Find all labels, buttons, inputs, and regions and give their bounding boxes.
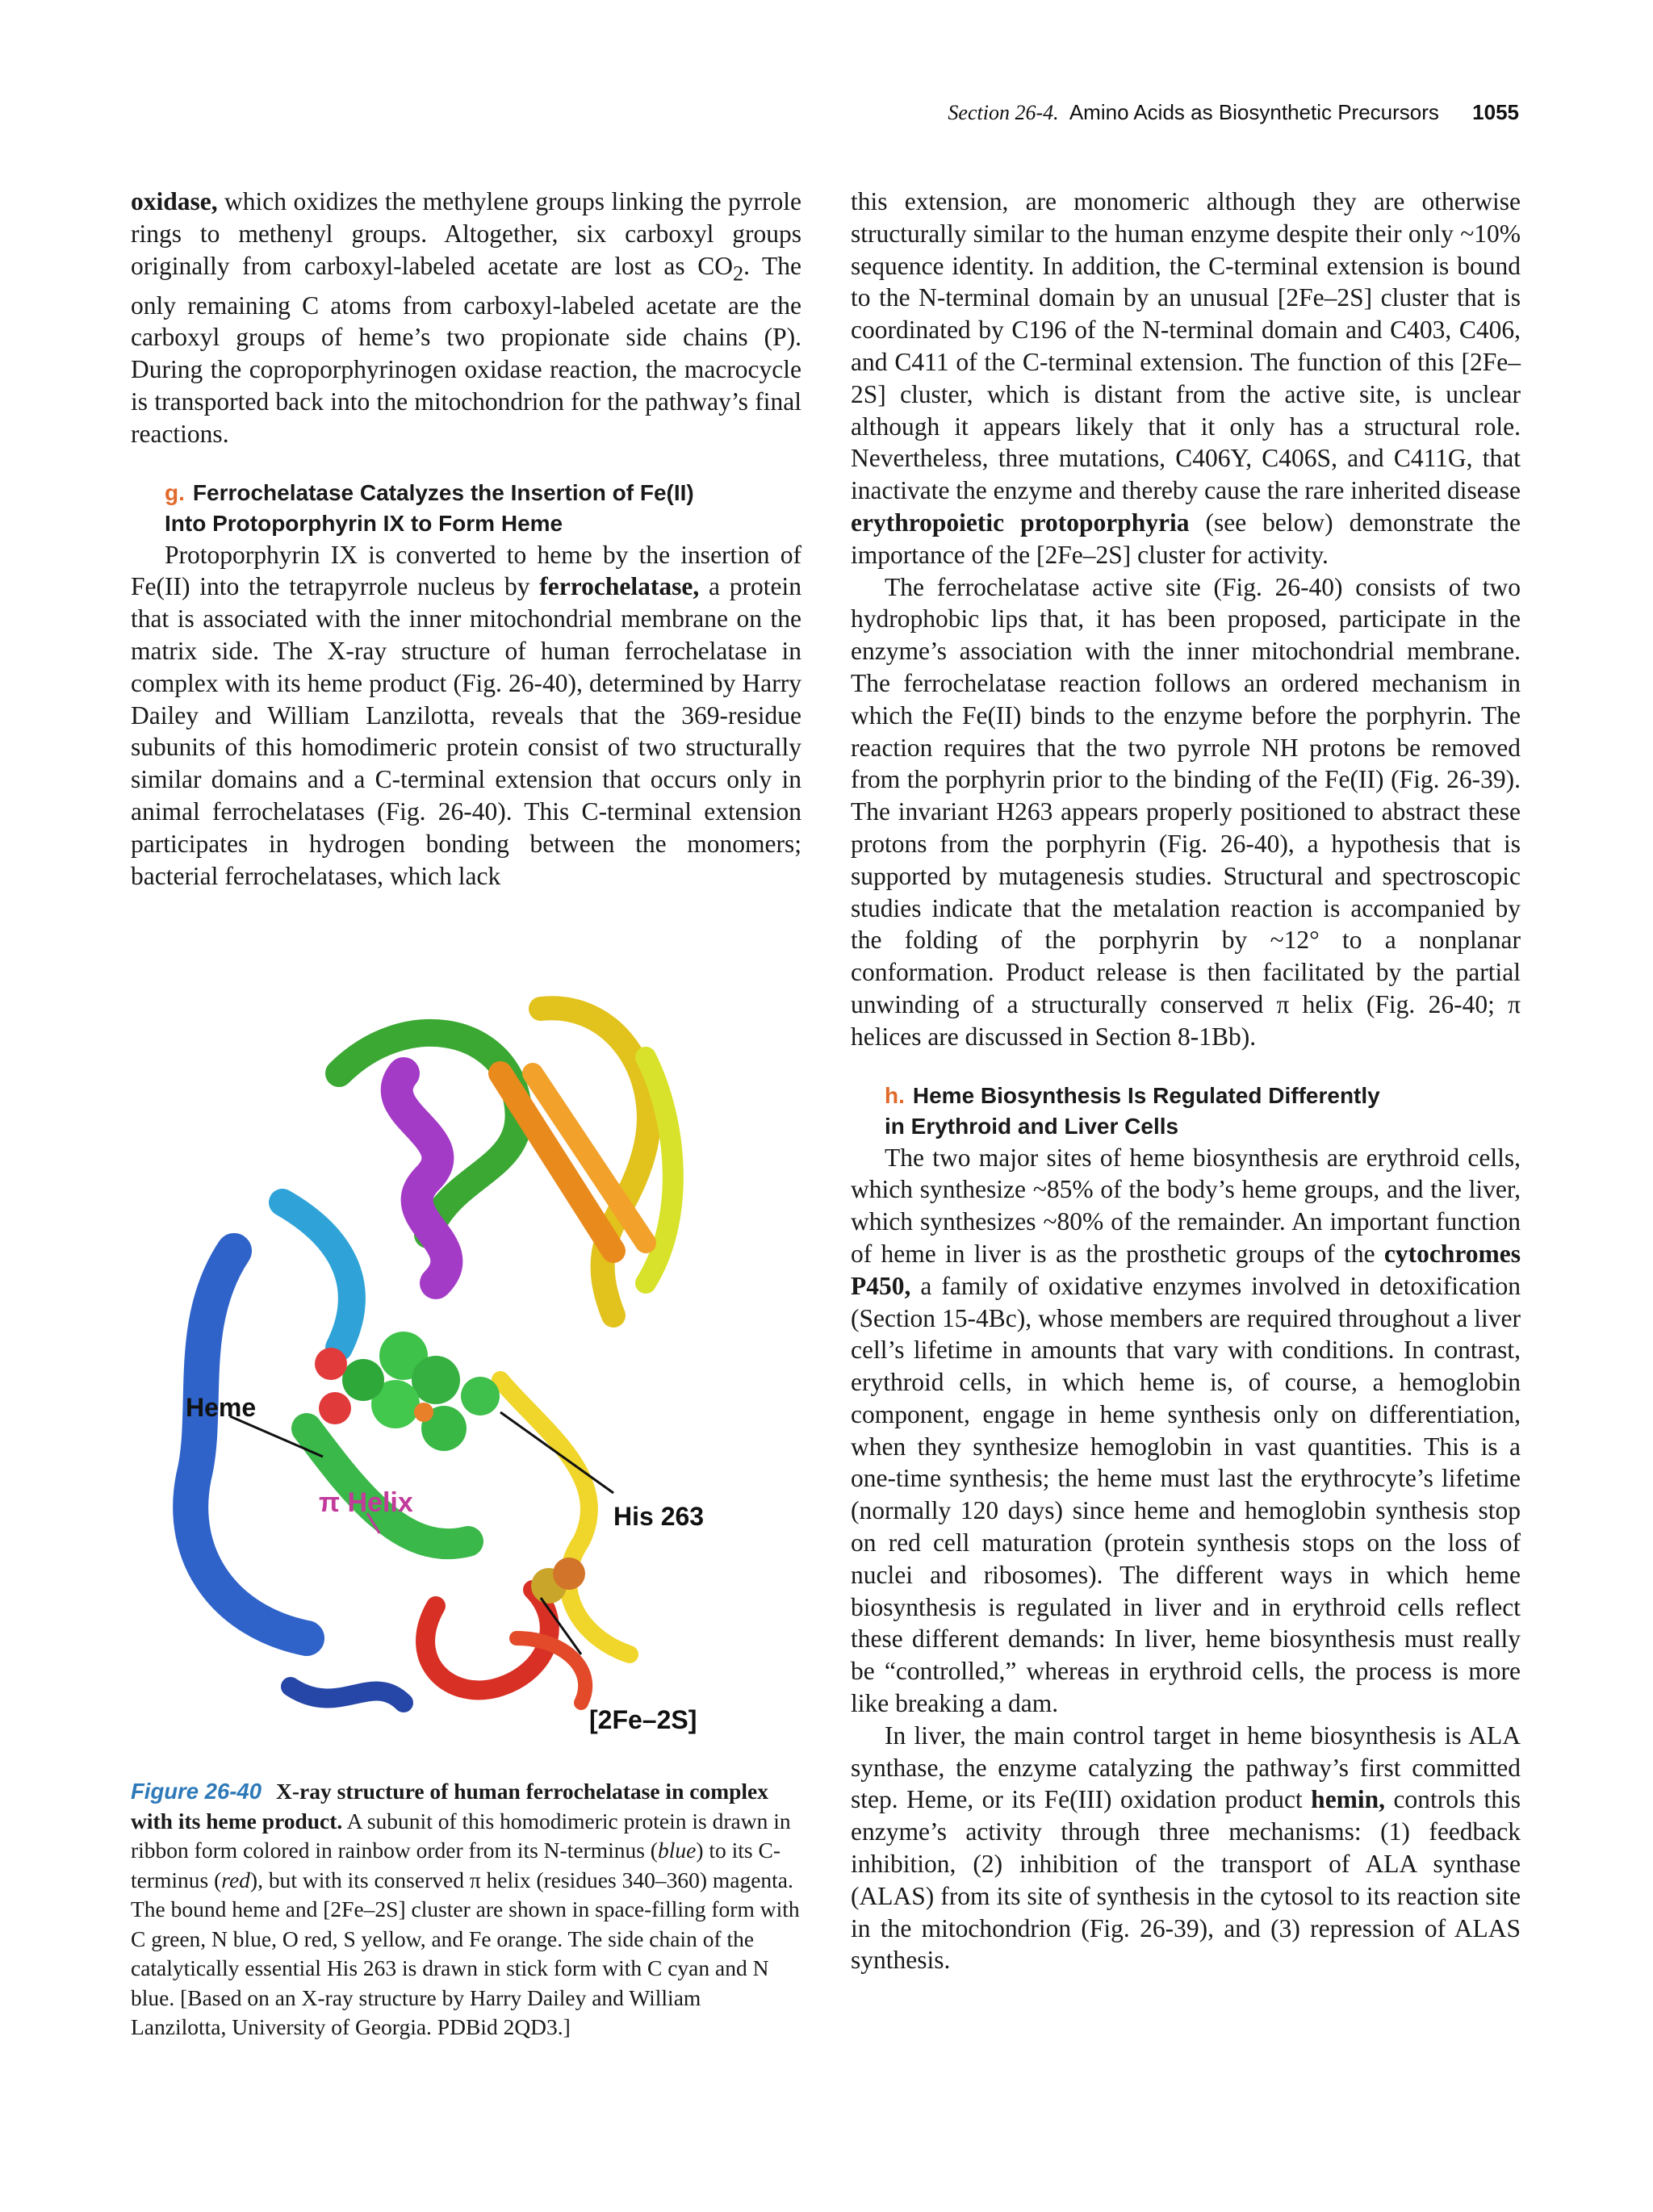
- right-paragraph-1: this extension, are monomeric although they are otherwise structurally similar to the human enzyme despite their only ~10% sequence identity. In addition, the C-terminal extension is bound to the N-terminal domain by an unusual [2Fe–2S] cluster that is coordinated by C196 of the N-terminal domain and C403, C406, and C411 of the C-terminal extension. The function of this [2Fe–2S] cluster, which is distant from the active site, is unclear although it appears likely that it only has a structural role. Nevertheless, three mutations, C406Y, C406S, and C411G, that inactivate the enzyme and thereby cause the rare inherited disease erythropoietic protoporphyria (see below) demonstrate the importance of the [2Fe–2S] cluster for activity.: [851, 187, 1521, 569]
- right-column: [851, 186, 1521, 1976]
- term-erythropoietic-protoporphyria: erythropoietic protoporphyria: [851, 508, 1190, 537]
- header-title: Amino Acids as Biosynthetic Precursors: [1069, 100, 1439, 124]
- left-column: [131, 186, 801, 892]
- left-paragraph-2: Protoporphyrin IX is converted to heme by the insertion of Fe(II) into the tetrapyrrole nucleus by ferrochelatase, a protein that is associated with the inner mitochondrial membrane on the matrix side. The X-ray structure of human ferrochelatase in complex with its heme product (Fig. 26-40), determined by Harry Dailey and William Lanzilotta, reveals that the 369-residue subunits of this homodimeric protein consist of two structurally similar domains and a C-terminal extension that occurs only in animal ferrochelatases (Fig. 26-40). This C-terminal extension participates in hydrogen bonding between the monomers; bacterial ferrochelatases, which lack: [131, 540, 801, 890]
- term-oxidase: oxidase,: [131, 187, 218, 215]
- right-paragraph-3: The two major sites of heme biosynthesis are erythroid cells, which synthesize ~85% of the body’s heme groups, and the liver, which synthesizes ~80% of the remainder. An important function of heme in liver is as the prosthetic groups of the cytochromes P450, a family of oxidative enzymes involved in detoxification (Section 15-4Bc), whose members are required throughout a liver cell’s lifetime in amounts that vary with conditions. In contrast, erythroid cells, in which heme is, of course, a hemoglobin component, engage in heme synthesis only on differentiation, when they synthesize hemoglobin in vast quantities. This is a one-time synthesis; the heme must last the erythrocyte’s lifetime (normally 120 days) since heme and hemoglobin synthesis stop on red cell maturation (protein synthesis stops on the loss of nuclei and ribosomes). The different ways in which heme biosynthesis is regulated in liver and in erythroid cells reflect these different demands: In liver, heme biosynthesis must really be “controlled,” whereas in erythroid cells, the process is more like breaking a dam.: [851, 1143, 1521, 1718]
- page-number: 1055: [1472, 100, 1519, 124]
- right-paragraph-2: The ferrochelatase active site (Fig. 26-40) consists of two hydrophobic lips that, it has been proposed, participate in the enzyme’s association with the inner mitochondrial membrane. The ferrochelatase reaction follows an ordered mechanism in which the Fe(II) binds to the enzyme before the porphyrin. The reaction requires that the two pyrrole NH protons be removed from the porphyrin prior to the binding of the Fe(II) (Fig. 26-39). The invariant H263 appears properly positioned to abstract these protons from the porphyrin (Fig. 26-40), a hypothesis that is supported by mutagenesis studies. Structural and spectroscopic studies indicate that the metalation reaction is accompanied by the folding of the porphyrin by ~12° to a nonplanar conformation. Product release is then facilitated by the partial unwinding of a structurally conserved π helix (Fig. 26-40; π helices are discussed in Section 8-1Bb).: [851, 572, 1521, 1051]
- right-paragraph-4: In liver, the main control target in heme biosynthesis is ALA synthase, the enzyme catalyzing the pathway’s first committed step. Heme, or its Fe(III) oxidation product hemin, controls this enzyme’s activity through three mechanisms: (1) feedback inhibition, (2) inhibition of the transport of ALA synthase (ALAS) from its site of synthesis in the cytosol to its reaction site in the mitochondrion (Fig. 26-39), and (3) repression of ALAS synthesis.: [851, 1721, 1521, 1975]
- term-hemin: hemin,: [1311, 1785, 1386, 1814]
- figure-caption: Figure 26-40 X-ray structure of human ferrochelatase in complex with its heme product. A subunit of this homodimeric protein is drawn in ribbon form colored in rainbow order from its N-terminus (blue) to its C-terminus (red), but with its conserved π helix (residues 340–360) magenta. The bound heme and [2Fe–2S] cluster are shown in space-filling form with C green, N blue, O red, S yellow, and Fe orange. The side chain of the catalytically essential His 263 is drawn in stick form with C cyan and N blue. [Based on an X-ray structure by Harry Dailey and William Lanzilotta, University of Georgia. PDBid 2QD3.]: [131, 1779, 800, 2039]
- fe2s-label: [2Fe–2S]: [589, 1705, 697, 1734]
- left-paragraph-1: oxidase, which oxidizes the methylene groups linking the pyrrole rings to methenyl groups. Altogether, six carboxyl groups originally from carboxyl-labeled acetate are lost as $CO_2$. The only remaining C atoms from carboxyl-labeled acetate are the carboxyl groups of heme’s two propionate side chains (P). During the coproporphyrinogen oxidase reaction, the macrocycle is transported back into the mitochondrion for the pathway’s final reactions.: [131, 187, 801, 448]
- figure-label: Figure 26-40: [131, 1779, 262, 1804]
- his263-label: His 263: [613, 1502, 705, 1531]
- section-heading-g: g. Ferrochelatase Catalyzes the Insertion of Fe(II) Into Protoporphyrin IX to Form Heme: [165, 479, 694, 536]
- figure-26-40-structure: [161, 976, 775, 1767]
- running-header: [948, 100, 1519, 125]
- term-cytochromes-p450: cytochromes P450,: [851, 1239, 1521, 1300]
- header-section: Section 26-4.: [948, 101, 1059, 124]
- pi-helix-label: π Helix: [319, 1487, 413, 1518]
- term-ferrochelatase: ferrochelatase,: [539, 572, 700, 601]
- section-heading-h: h. Heme Biosynthesis Is Regulated Differently in Erythroid and Liver Cells: [885, 1082, 1380, 1139]
- heme-label: Heme: [186, 1393, 257, 1422]
